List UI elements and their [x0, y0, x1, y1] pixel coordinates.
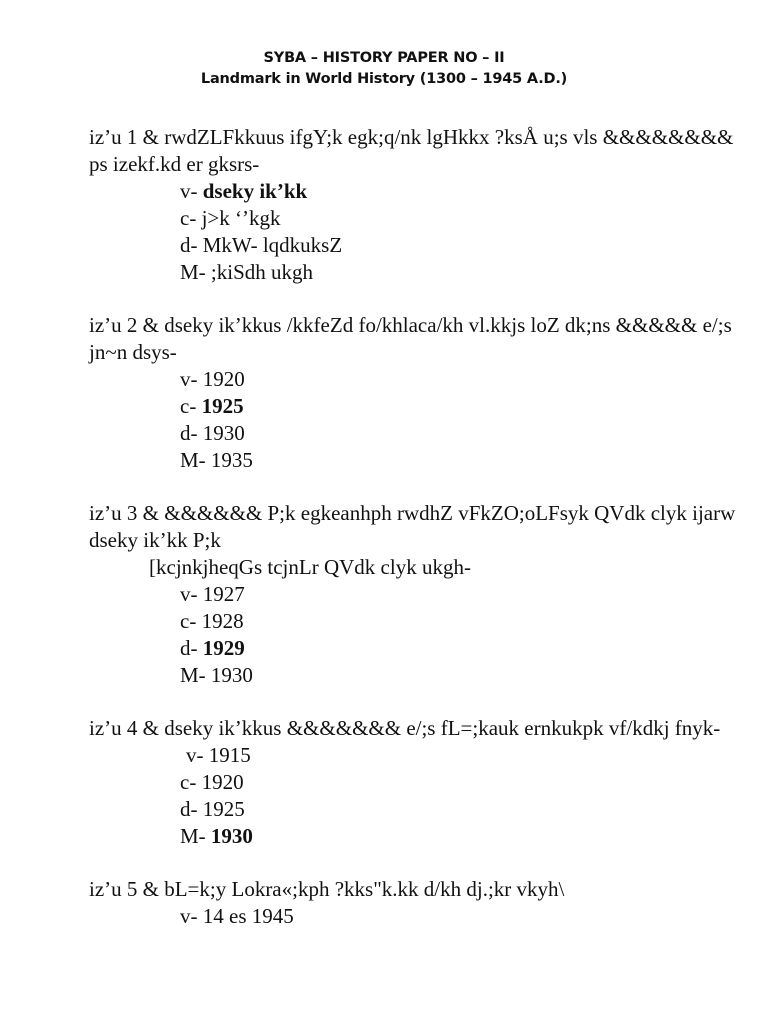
option-value: 1920	[202, 367, 245, 391]
option-value: 1928	[201, 609, 244, 633]
option-value: 1930	[210, 824, 253, 848]
question-1	[89, 124, 739, 286]
question-3	[89, 500, 739, 689]
option-a	[89, 581, 739, 608]
question-text: iz’u 5 & bL=k;y Lokra«;kph ?kks"k.kk d/kh dj.;kr vkyh\	[89, 877, 565, 901]
option-value: dseky ik’kk	[202, 179, 308, 203]
option-value: 1930	[202, 421, 245, 445]
option-letter: v-	[180, 582, 198, 606]
question-note: [kcjnkjheqGs tcjnLr QVdk clyk ukgh-	[149, 555, 471, 579]
option-a	[89, 366, 739, 393]
question-5	[89, 876, 739, 930]
paper-subtitle: Landmark in World History (1300 – 1945 A.D.)	[200, 71, 568, 87]
option-b	[89, 769, 739, 796]
option-letter: d-	[180, 797, 198, 821]
option-b	[89, 608, 739, 635]
question-text: iz’u 4 & dseky ik’kkus &&&&&&& e/;s fL=;kauk ernkukpk vf/kdkj fnyk-	[89, 716, 721, 740]
option-letter: v-	[186, 743, 204, 767]
option-b	[89, 393, 739, 420]
paper-title: SYBA – HISTORY PAPER NO – II	[263, 50, 505, 66]
option-d	[89, 259, 739, 286]
option-a	[89, 903, 739, 930]
option-letter: d-	[180, 421, 198, 445]
option-value: 1925	[201, 394, 244, 418]
option-b	[89, 205, 739, 232]
question-2	[89, 312, 739, 474]
option-letter: v-	[180, 179, 198, 203]
option-letter: c-	[180, 206, 197, 230]
option-letter: c-	[180, 609, 197, 633]
option-value: 1920	[201, 770, 244, 794]
option-c	[89, 232, 739, 259]
option-value: j>k ‘’kgk	[201, 206, 281, 230]
option-value: 1930	[210, 663, 253, 687]
option-a	[89, 178, 739, 205]
option-letter: c-	[180, 394, 197, 418]
option-value: 14 es 1945	[202, 904, 294, 928]
option-letter: v-	[180, 904, 198, 928]
option-letter: v-	[180, 367, 198, 391]
question-4	[89, 715, 739, 850]
option-letter: c-	[180, 770, 197, 794]
option-value: 1927	[202, 582, 245, 606]
option-value: 1925	[202, 797, 245, 821]
option-a	[89, 742, 739, 769]
option-letter: M-	[180, 824, 206, 848]
option-letter: M-	[180, 663, 206, 687]
option-value: MkW- lqdkuksZ	[202, 233, 343, 257]
option-c	[89, 635, 739, 662]
question-text: iz’u 3 & &&&&&& P;k egkeanhph rwdhZ vFkZO;oLFsyk QVdk clyk ijarw dseky ik’kk P;k	[89, 501, 736, 552]
option-letter: d-	[180, 636, 198, 660]
option-c	[89, 796, 739, 823]
option-value: 1915	[208, 743, 251, 767]
question-text: iz’u 1 & rwdZLFkkuus ifgY;k egk;q/nk lgHkkx ?ksÅ u;s vls &&&&&&&& ps izekf.kd er gksrs-	[89, 125, 734, 176]
option-c	[89, 420, 739, 447]
question-text: iz’u 2 & dseky ik’kkus /kkfeZd fo/khlaca/kh vl.kkjs loZ dk;ns &&&&& e/;s jn~n dsys-	[89, 313, 732, 364]
option-letter: d-	[180, 233, 198, 257]
document-header	[0, 48, 768, 90]
option-value: ;kiSdh ukgh	[210, 260, 314, 284]
question-list	[89, 124, 739, 956]
option-letter: M-	[180, 448, 206, 472]
option-value: 1929	[202, 636, 245, 660]
option-d	[89, 823, 739, 850]
option-value: 1935	[210, 448, 253, 472]
option-d	[89, 662, 739, 689]
option-letter: M-	[180, 260, 206, 284]
option-d	[89, 447, 739, 474]
